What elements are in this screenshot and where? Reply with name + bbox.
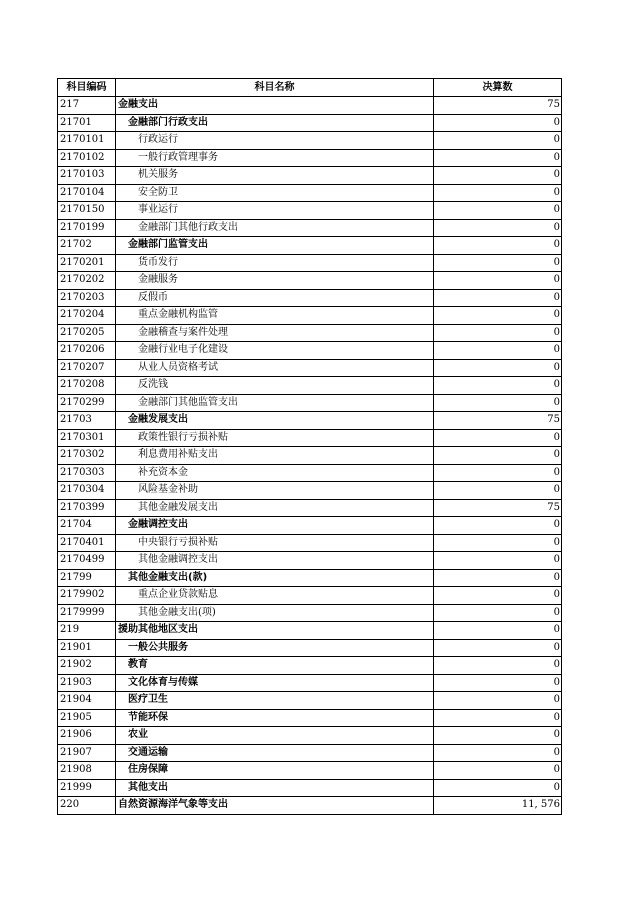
table-row xyxy=(58,639,562,657)
row-name: 行政运行 xyxy=(116,132,434,150)
row-name: 政策性银行亏损补贴 xyxy=(116,429,434,447)
table-row xyxy=(58,394,562,412)
table-row xyxy=(58,552,562,570)
table-row xyxy=(58,517,562,535)
table-row xyxy=(58,709,562,727)
row-name: 金融支出 xyxy=(116,97,434,115)
row-amount: 0 xyxy=(434,569,562,587)
row-amount: 0 xyxy=(434,184,562,202)
row-name: 交通运输 xyxy=(116,744,434,762)
table-row xyxy=(58,779,562,797)
row-name: 安全防卫 xyxy=(116,184,434,202)
row-name: 货币发行 xyxy=(116,254,434,272)
row-name: 机关服务 xyxy=(116,167,434,185)
row-name: 反洗钱 xyxy=(116,377,434,395)
row-code: 21907 xyxy=(58,744,116,762)
row-code: 2179999 xyxy=(58,604,116,622)
row-code: 217 xyxy=(58,97,116,115)
table-row xyxy=(58,762,562,780)
row-name: 其他金融发展支出 xyxy=(116,499,434,517)
row-amount: 0 xyxy=(434,289,562,307)
table-row xyxy=(58,149,562,167)
row-code: 2170101 xyxy=(58,132,116,150)
row-amount: 0 xyxy=(434,377,562,395)
table-row xyxy=(58,254,562,272)
row-amount: 0 xyxy=(434,324,562,342)
row-name: 金融服务 xyxy=(116,272,434,290)
row-name: 重点企业贷款贴息 xyxy=(116,587,434,605)
table-row xyxy=(58,657,562,675)
row-amount: 0 xyxy=(434,587,562,605)
row-amount: 0 xyxy=(434,744,562,762)
table-row xyxy=(58,202,562,220)
table-header-row xyxy=(58,79,562,97)
row-name: 补充资本金 xyxy=(116,464,434,482)
row-amount: 11, 576 xyxy=(434,797,562,815)
table-row xyxy=(58,97,562,115)
table-row xyxy=(58,377,562,395)
row-amount: 0 xyxy=(434,482,562,500)
table-row xyxy=(58,797,562,815)
row-amount: 0 xyxy=(434,622,562,640)
row-code: 2170207 xyxy=(58,359,116,377)
expenditure-table xyxy=(57,78,562,815)
row-code: 21908 xyxy=(58,762,116,780)
row-code: 2170401 xyxy=(58,534,116,552)
row-code: 2170102 xyxy=(58,149,116,167)
row-code: 2170203 xyxy=(58,289,116,307)
row-name: 重点金融机构监管 xyxy=(116,307,434,325)
row-amount: 0 xyxy=(434,429,562,447)
row-name: 住房保障 xyxy=(116,762,434,780)
row-name: 金融调控支出 xyxy=(116,517,434,535)
row-code: 2170301 xyxy=(58,429,116,447)
table-row xyxy=(58,464,562,482)
row-code: 2170204 xyxy=(58,307,116,325)
header-amount: 决算数 xyxy=(434,79,562,97)
row-name: 其他金融调控支出 xyxy=(116,552,434,570)
row-amount: 0 xyxy=(434,762,562,780)
row-code: 2170303 xyxy=(58,464,116,482)
row-name: 一般公共服务 xyxy=(116,639,434,657)
row-name: 从业人员资格考试 xyxy=(116,359,434,377)
row-name: 金融稽查与案件处理 xyxy=(116,324,434,342)
row-amount: 0 xyxy=(434,272,562,290)
row-code: 21703 xyxy=(58,412,116,430)
table-row xyxy=(58,114,562,132)
row-code: 21704 xyxy=(58,517,116,535)
row-name: 金融发展支出 xyxy=(116,412,434,430)
row-name: 其他支出 xyxy=(116,779,434,797)
row-code: 2170201 xyxy=(58,254,116,272)
row-name: 农业 xyxy=(116,727,434,745)
row-code: 21903 xyxy=(58,674,116,692)
row-code: 2170399 xyxy=(58,499,116,517)
table-row xyxy=(58,307,562,325)
row-code: 2170304 xyxy=(58,482,116,500)
table-row xyxy=(58,219,562,237)
row-name: 文化体育与传媒 xyxy=(116,674,434,692)
table-row xyxy=(58,447,562,465)
table-row xyxy=(58,359,562,377)
table-row xyxy=(58,587,562,605)
table-body xyxy=(58,97,562,815)
table-row xyxy=(58,499,562,517)
row-amount: 0 xyxy=(434,517,562,535)
row-name: 金融部门其他行政支出 xyxy=(116,219,434,237)
row-code: 21901 xyxy=(58,639,116,657)
row-amount: 0 xyxy=(434,254,562,272)
row-amount: 0 xyxy=(434,219,562,237)
row-name: 其他金融支出(项) xyxy=(116,604,434,622)
row-name: 金融部门行政支出 xyxy=(116,114,434,132)
row-code: 21999 xyxy=(58,779,116,797)
row-name: 金融部门其他监管支出 xyxy=(116,394,434,412)
row-code: 2170104 xyxy=(58,184,116,202)
table-row xyxy=(58,534,562,552)
row-name: 自然资源海洋气象等支出 xyxy=(116,797,434,815)
table-row xyxy=(58,482,562,500)
row-code: 2170202 xyxy=(58,272,116,290)
row-code: 2170299 xyxy=(58,394,116,412)
row-amount: 0 xyxy=(434,639,562,657)
row-amount: 0 xyxy=(434,692,562,710)
table-row xyxy=(58,324,562,342)
table-row xyxy=(58,727,562,745)
row-code: 220 xyxy=(58,797,116,815)
row-code: 2170103 xyxy=(58,167,116,185)
row-name: 援助其他地区支出 xyxy=(116,622,434,640)
table-row xyxy=(58,604,562,622)
row-code: 2170206 xyxy=(58,342,116,360)
table-row xyxy=(58,289,562,307)
row-amount: 0 xyxy=(434,674,562,692)
row-amount: 0 xyxy=(434,132,562,150)
row-amount: 0 xyxy=(434,342,562,360)
row-amount: 0 xyxy=(434,604,562,622)
header-name: 科目名称 xyxy=(116,79,434,97)
table-row xyxy=(58,744,562,762)
table-row xyxy=(58,429,562,447)
table-row xyxy=(58,569,562,587)
row-name: 节能环保 xyxy=(116,709,434,727)
row-amount: 75 xyxy=(434,97,562,115)
row-amount: 0 xyxy=(434,534,562,552)
row-amount: 0 xyxy=(434,114,562,132)
row-name: 金融部门监管支出 xyxy=(116,237,434,255)
row-code: 2170302 xyxy=(58,447,116,465)
header-code: 科目编码 xyxy=(58,79,116,97)
table-row xyxy=(58,674,562,692)
row-code: 21799 xyxy=(58,569,116,587)
row-code: 21702 xyxy=(58,237,116,255)
row-amount: 75 xyxy=(434,499,562,517)
row-name: 风险基金补助 xyxy=(116,482,434,500)
row-amount: 0 xyxy=(434,394,562,412)
row-name: 教育 xyxy=(116,657,434,675)
row-code: 21701 xyxy=(58,114,116,132)
row-amount: 0 xyxy=(434,464,562,482)
row-code: 21904 xyxy=(58,692,116,710)
row-code: 2170208 xyxy=(58,377,116,395)
row-name: 事业运行 xyxy=(116,202,434,220)
table-row xyxy=(58,167,562,185)
row-name: 一般行政管理事务 xyxy=(116,149,434,167)
row-code: 2179902 xyxy=(58,587,116,605)
table-row xyxy=(58,132,562,150)
table-row xyxy=(58,622,562,640)
row-code: 2170199 xyxy=(58,219,116,237)
row-amount: 0 xyxy=(434,709,562,727)
row-amount: 0 xyxy=(434,202,562,220)
row-code: 21902 xyxy=(58,657,116,675)
row-name: 反假币 xyxy=(116,289,434,307)
row-amount: 0 xyxy=(434,359,562,377)
row-amount: 0 xyxy=(434,307,562,325)
row-name: 利息费用补贴支出 xyxy=(116,447,434,465)
row-code: 2170499 xyxy=(58,552,116,570)
row-amount: 0 xyxy=(434,447,562,465)
row-name: 中央银行亏损补贴 xyxy=(116,534,434,552)
row-amount: 0 xyxy=(434,149,562,167)
row-amount: 0 xyxy=(434,779,562,797)
table-row xyxy=(58,342,562,360)
table-row xyxy=(58,237,562,255)
table-row xyxy=(58,272,562,290)
row-code: 219 xyxy=(58,622,116,640)
table-row xyxy=(58,412,562,430)
row-amount: 0 xyxy=(434,167,562,185)
row-amount: 0 xyxy=(434,237,562,255)
row-amount: 0 xyxy=(434,727,562,745)
row-name: 金融行业电子化建设 xyxy=(116,342,434,360)
row-amount: 0 xyxy=(434,552,562,570)
table-row xyxy=(58,184,562,202)
row-code: 2170205 xyxy=(58,324,116,342)
row-name: 医疗卫生 xyxy=(116,692,434,710)
row-amount: 0 xyxy=(434,657,562,675)
row-code: 2170150 xyxy=(58,202,116,220)
row-name: 其他金融支出(款) xyxy=(116,569,434,587)
row-amount: 75 xyxy=(434,412,562,430)
row-code: 21905 xyxy=(58,709,116,727)
table-row xyxy=(58,692,562,710)
row-code: 21906 xyxy=(58,727,116,745)
